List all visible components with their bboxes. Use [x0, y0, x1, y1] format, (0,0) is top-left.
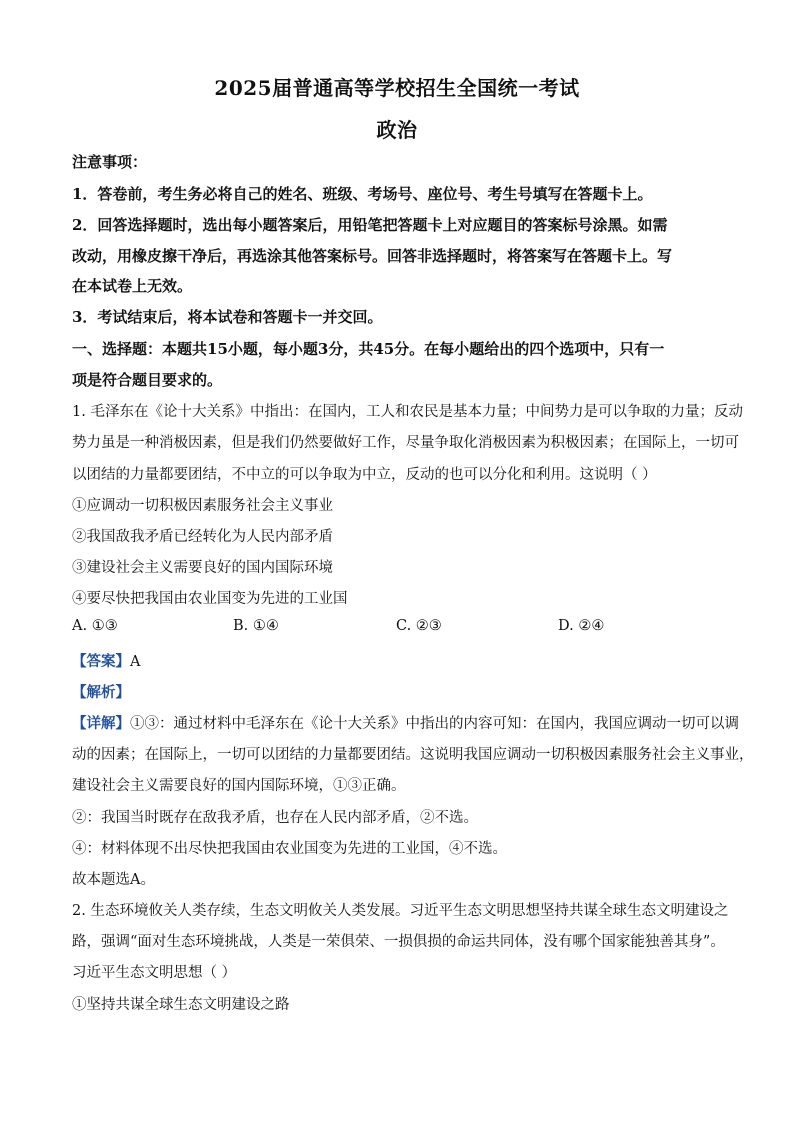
detail-line-2: 动的因素；在国际上，一切可以团结的力量都要团结。这说明我国应调动一切积极因素服务社会主义事业，: [72, 747, 754, 763]
question-2-statement-1: ①坚持共谋全球生态文明建设之路: [72, 997, 290, 1013]
subject-title: 政治: [376, 118, 418, 142]
section-heading-line-1: 一、选择题：本题共15小题，每小题3分，共45分。在每小题给出的四个选项中，只有一: [72, 340, 665, 358]
question-2-stem-line-3: 习近平生态文明思想（ ）: [72, 965, 237, 981]
answer-line: [72, 650, 140, 671]
notice-item-2-line-3: 在本试卷上无效。: [72, 277, 193, 295]
question-1-statement-1: ①应调动一切积极因素服务社会主义事业: [72, 498, 333, 514]
analysis-tag: 【解析】: [72, 684, 130, 701]
question-1-stem-line-3: 以团结的力量都要团结，不中立的可以争取为中立，反动的也可以分化和利用。这说明（ ）: [72, 467, 657, 483]
notice-item-3: 3．考试结束后，将本试卷和答题卡一并交回。: [72, 308, 383, 326]
question-1-option-c: C. ②③: [396, 618, 442, 634]
detail-tag: 【详解】: [72, 715, 130, 732]
notice-heading: 注意事项：: [72, 153, 148, 171]
question-2-stem-line-2: 路，强调“面对生态环境挑战，人类是一荣俱荣、一损俱损的命运共同体，没有哪个国家能独善其身”。: [72, 934, 725, 950]
section-heading-line-2: 项是符合题目要求的。: [72, 371, 223, 389]
detail-line-3: 建设社会主义需要良好的国内国际环境，①③正确。: [72, 778, 406, 794]
question-1-statement-4: ④要尽快把我国由农业国变为先进的工业国: [72, 591, 348, 607]
answer-value: A: [130, 654, 141, 670]
answer-tag: 【答案】: [72, 653, 130, 670]
question-2-stem-line-1: 2. 生态环境攸关人类存续，生态文明攸关人类发展。习近平生态文明思想坚持共谋全球生态文明建设之: [72, 903, 729, 919]
question-1-stem-line-1: 1. 毛泽东在《论十大关系》中指出：在国内，工人和农民是基本力量；中间势力是可以争取的力量；反动: [72, 404, 743, 420]
question-1-option-a: A. ①③: [72, 618, 118, 634]
notice-item-2-line-1: 2．回答选择题时，选出每小题答案后，用铅笔把答题卡上对应题目的答案标号涂黑。如需: [72, 216, 668, 234]
analysis-line: [72, 681, 130, 702]
question-1-statement-3: ③建设社会主义需要良好的国内国际环境: [72, 560, 333, 576]
notice-item-2-line-2: 改动，用橡皮擦干净后，再选涂其他答案标号。回答非选择题时，将答案写在答题卡上。写: [72, 247, 673, 265]
detail-text-1: ①③：通过材料中毛泽东在《论十大关系》中指出的内容可知：在国内，我国应调动一切可以调: [130, 716, 739, 732]
question-1-statement-2: ②我国敌我矛盾已经转化为人民内部矛盾: [72, 529, 333, 545]
detail-conclusion: 故本题选A。: [72, 872, 155, 888]
detail-line-1: [72, 712, 739, 733]
exam-title: 2025届普通高等学校招生全国统一考试: [214, 76, 580, 100]
question-1-option-d: D. ②④: [558, 618, 605, 634]
detail-line-4: ②：我国当时既存在敌我矛盾，也存在人民内部矛盾，②不选。: [72, 810, 478, 826]
notice-item-1: 1．答卷前，考生务必将自己的姓名、班级、考场号、座位号、考生号填写在答题卡上。: [72, 185, 653, 203]
detail-line-5: ④：材料体现不出尽快把我国由农业国变为先进的工业国，④不选。: [72, 841, 507, 857]
question-1-option-b: B. ①④: [233, 618, 279, 634]
question-1-stem-line-2: 势力虽是一种消极因素，但是我们仍然要做好工作，尽量争取化消极因素为积极因素；在国际上，一切可: [72, 435, 739, 451]
